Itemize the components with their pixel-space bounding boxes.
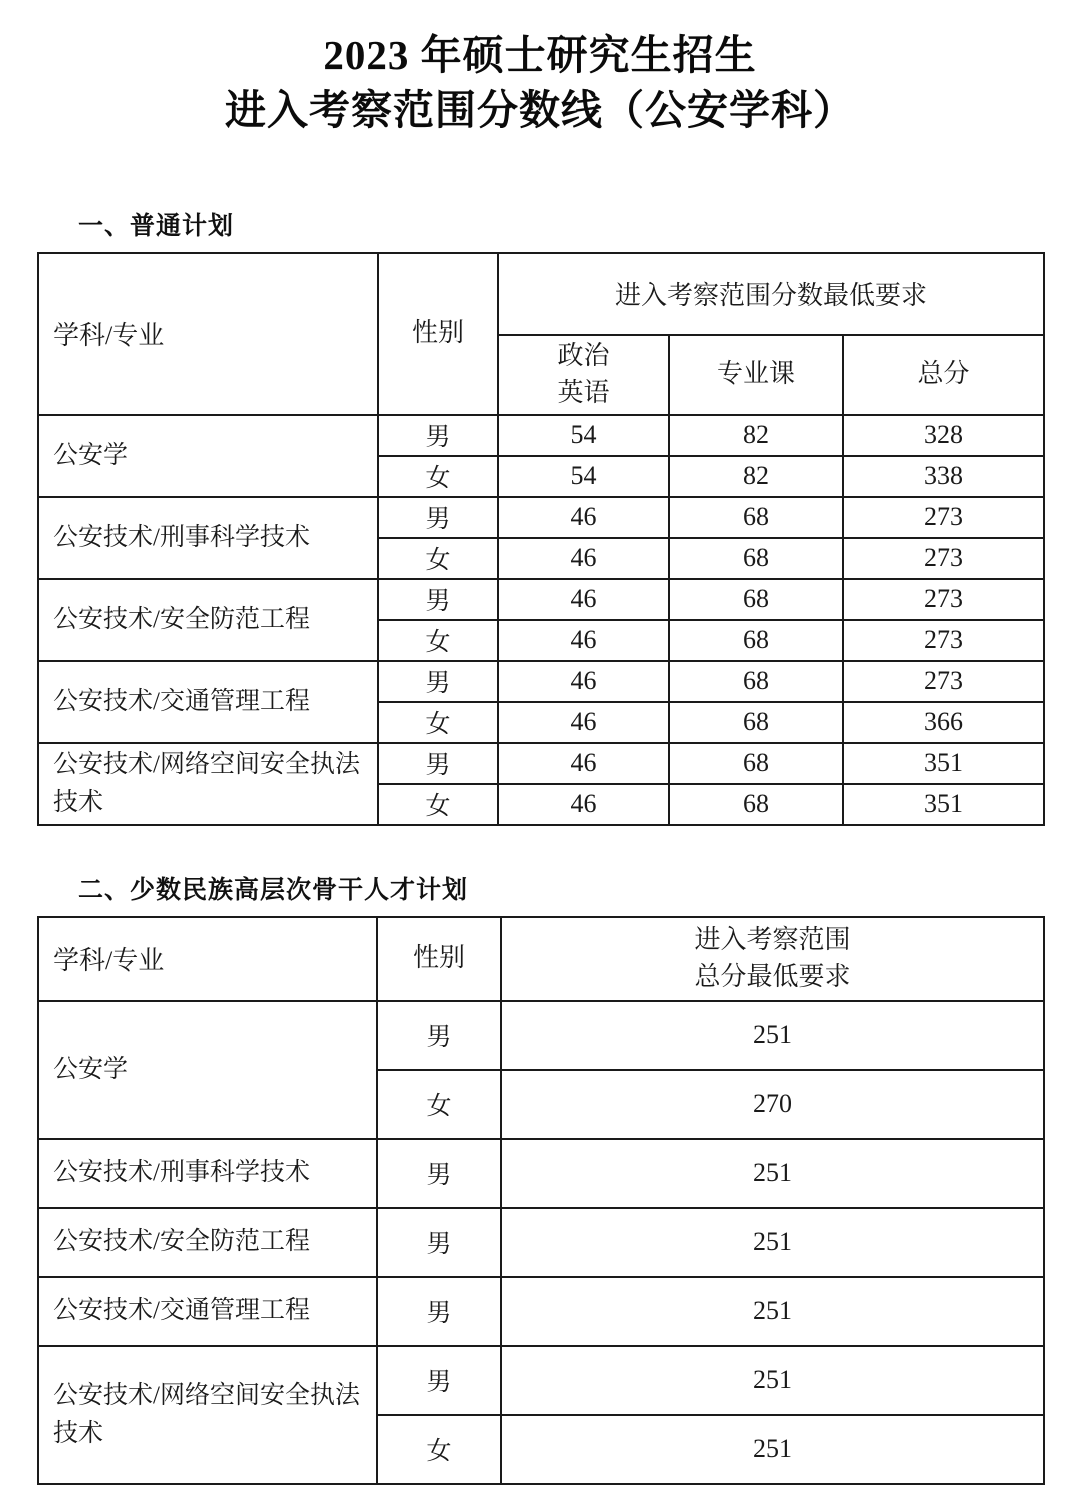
cell-politics-english: 46	[498, 743, 669, 784]
cell-major-course: 82	[669, 415, 843, 456]
cell-gender: 女	[377, 1415, 501, 1484]
page-title	[0, 0, 1080, 138]
subject-line: 公安技术/	[53, 1159, 160, 1187]
table-row	[38, 1139, 1044, 1208]
header-politics-english: 政治 英语	[498, 335, 669, 415]
table-row	[38, 743, 1044, 784]
cell-politics-english: 54	[498, 415, 669, 456]
header-major-course: 专业课	[669, 335, 843, 415]
cell-gender: 女	[377, 1070, 501, 1139]
cell-politics-english: 46	[498, 702, 669, 743]
cell-gender: 男	[377, 1208, 501, 1277]
cell-subject	[38, 1139, 377, 1208]
cell-major-course: 68	[669, 702, 843, 743]
minority-plan-table	[37, 916, 1045, 1485]
cell-gender: 女	[378, 538, 498, 579]
table-row	[38, 579, 1044, 620]
cell-subject	[38, 1346, 377, 1484]
cell-politics-english: 54	[498, 456, 669, 497]
cell-total-score: 270	[501, 1070, 1044, 1139]
cell-subject	[38, 1277, 377, 1346]
cell-total-score: 251	[501, 1001, 1044, 1070]
subject-line: 公安技术/	[53, 750, 160, 778]
table-row	[38, 661, 1044, 702]
title-line-2: 进入考察范围分数线（公安学科）	[225, 86, 855, 133]
subject-line: 刑事科学技术	[159, 523, 310, 551]
cell-gender: 女	[378, 702, 498, 743]
cell-total-score: 351	[843, 784, 1044, 825]
cell-gender: 男	[377, 1001, 501, 1070]
cell-politics-english: 46	[498, 661, 669, 702]
section-1-heading: 一、普通计划	[78, 212, 235, 240]
header-score-group: 进入考察范围分数最低要求	[498, 253, 1044, 335]
cell-subject	[38, 1001, 377, 1139]
header-subject: 学科/专业	[38, 253, 378, 415]
cell-major-course: 68	[669, 497, 843, 538]
cell-gender: 男	[378, 743, 498, 784]
cell-politics-english: 46	[498, 579, 669, 620]
subject-line: 刑事科学技术	[159, 1159, 310, 1187]
cell-total-score: 328	[843, 415, 1044, 456]
header-total-score: 总分	[843, 335, 1044, 415]
cell-subject	[38, 579, 378, 661]
cell-gender: 女	[378, 784, 498, 825]
subject-line: 公安技术/	[53, 523, 160, 551]
subject-line: 公安技术/	[53, 605, 160, 633]
cell-total-score: 251	[501, 1208, 1044, 1277]
cell-total-score: 251	[501, 1415, 1044, 1484]
table-header-row-top	[38, 253, 1044, 335]
cell-gender: 男	[378, 497, 498, 538]
cell-politics-english: 46	[498, 620, 669, 661]
cell-major-course: 68	[669, 743, 843, 784]
subject-line: 网络空间安全执法技术	[53, 1381, 360, 1447]
cell-gender: 女	[378, 456, 498, 497]
cell-politics-english: 46	[498, 497, 669, 538]
cell-total-score: 351	[843, 743, 1044, 784]
title-line-1: 2023 年硕士研究生招生	[323, 32, 757, 78]
cell-major-course: 68	[669, 784, 843, 825]
cell-major-course: 82	[669, 456, 843, 497]
cell-total-score: 251	[501, 1346, 1044, 1415]
cell-subject	[38, 743, 378, 825]
cell-major-course: 68	[669, 620, 843, 661]
subject-line: 网络空间安全执法技术	[53, 750, 360, 816]
header-gender: 性别	[378, 253, 498, 415]
cell-total-score: 273	[843, 579, 1044, 620]
subject-line: 公安学	[53, 1055, 129, 1083]
subject-line: 交通管理工程	[159, 687, 310, 715]
cell-gender: 男	[377, 1139, 501, 1208]
cell-gender: 男	[378, 661, 498, 702]
cell-major-course: 68	[669, 579, 843, 620]
header-subject: 学科/专业	[38, 917, 377, 1001]
cell-subject	[38, 661, 378, 743]
subject-line: 公安学	[53, 441, 129, 469]
cell-major-course: 68	[669, 538, 843, 579]
cell-total-score: 273	[843, 661, 1044, 702]
table-row	[38, 415, 1044, 456]
cell-gender: 男	[377, 1346, 501, 1415]
cell-gender: 女	[378, 620, 498, 661]
cell-total-score: 251	[501, 1277, 1044, 1346]
subject-line: 公安技术/	[53, 1228, 160, 1256]
table-row	[38, 1208, 1044, 1277]
subject-line: 交通管理工程	[159, 1297, 310, 1325]
cell-politics-english: 46	[498, 538, 669, 579]
subject-line: 安全防范工程	[159, 605, 310, 633]
cell-gender: 男	[378, 579, 498, 620]
subject-line: 公安技术/	[53, 687, 160, 715]
cell-subject	[38, 415, 378, 497]
table-row	[38, 497, 1044, 538]
table-row	[38, 1277, 1044, 1346]
table-header-row	[38, 917, 1044, 1001]
header-total-score-requirement: 进入考察范围 总分最低要求	[501, 917, 1044, 1001]
cell-gender: 男	[378, 415, 498, 456]
section-2-heading: 二、少数民族高层次骨干人才计划	[78, 876, 469, 904]
subject-line: 公安技术/	[53, 1297, 160, 1325]
header-gender: 性别	[377, 917, 501, 1001]
cell-gender: 男	[377, 1277, 501, 1346]
subject-line: 安全防范工程	[159, 1228, 310, 1256]
section-1-table-wrapper	[37, 252, 1043, 826]
general-plan-table	[37, 252, 1045, 826]
cell-total-score: 366	[843, 702, 1044, 743]
cell-total-score: 338	[843, 456, 1044, 497]
table-row	[38, 1346, 1044, 1415]
section-2-table-wrapper	[37, 916, 1043, 1485]
table-row	[38, 1001, 1044, 1070]
cell-total-score: 251	[501, 1139, 1044, 1208]
cell-politics-english: 46	[498, 784, 669, 825]
cell-major-course: 68	[669, 661, 843, 702]
cell-subject	[38, 497, 378, 579]
cell-subject	[38, 1208, 377, 1277]
cell-total-score: 273	[843, 620, 1044, 661]
subject-line: 公安技术/	[53, 1381, 160, 1409]
cell-total-score: 273	[843, 497, 1044, 538]
cell-total-score: 273	[843, 538, 1044, 579]
